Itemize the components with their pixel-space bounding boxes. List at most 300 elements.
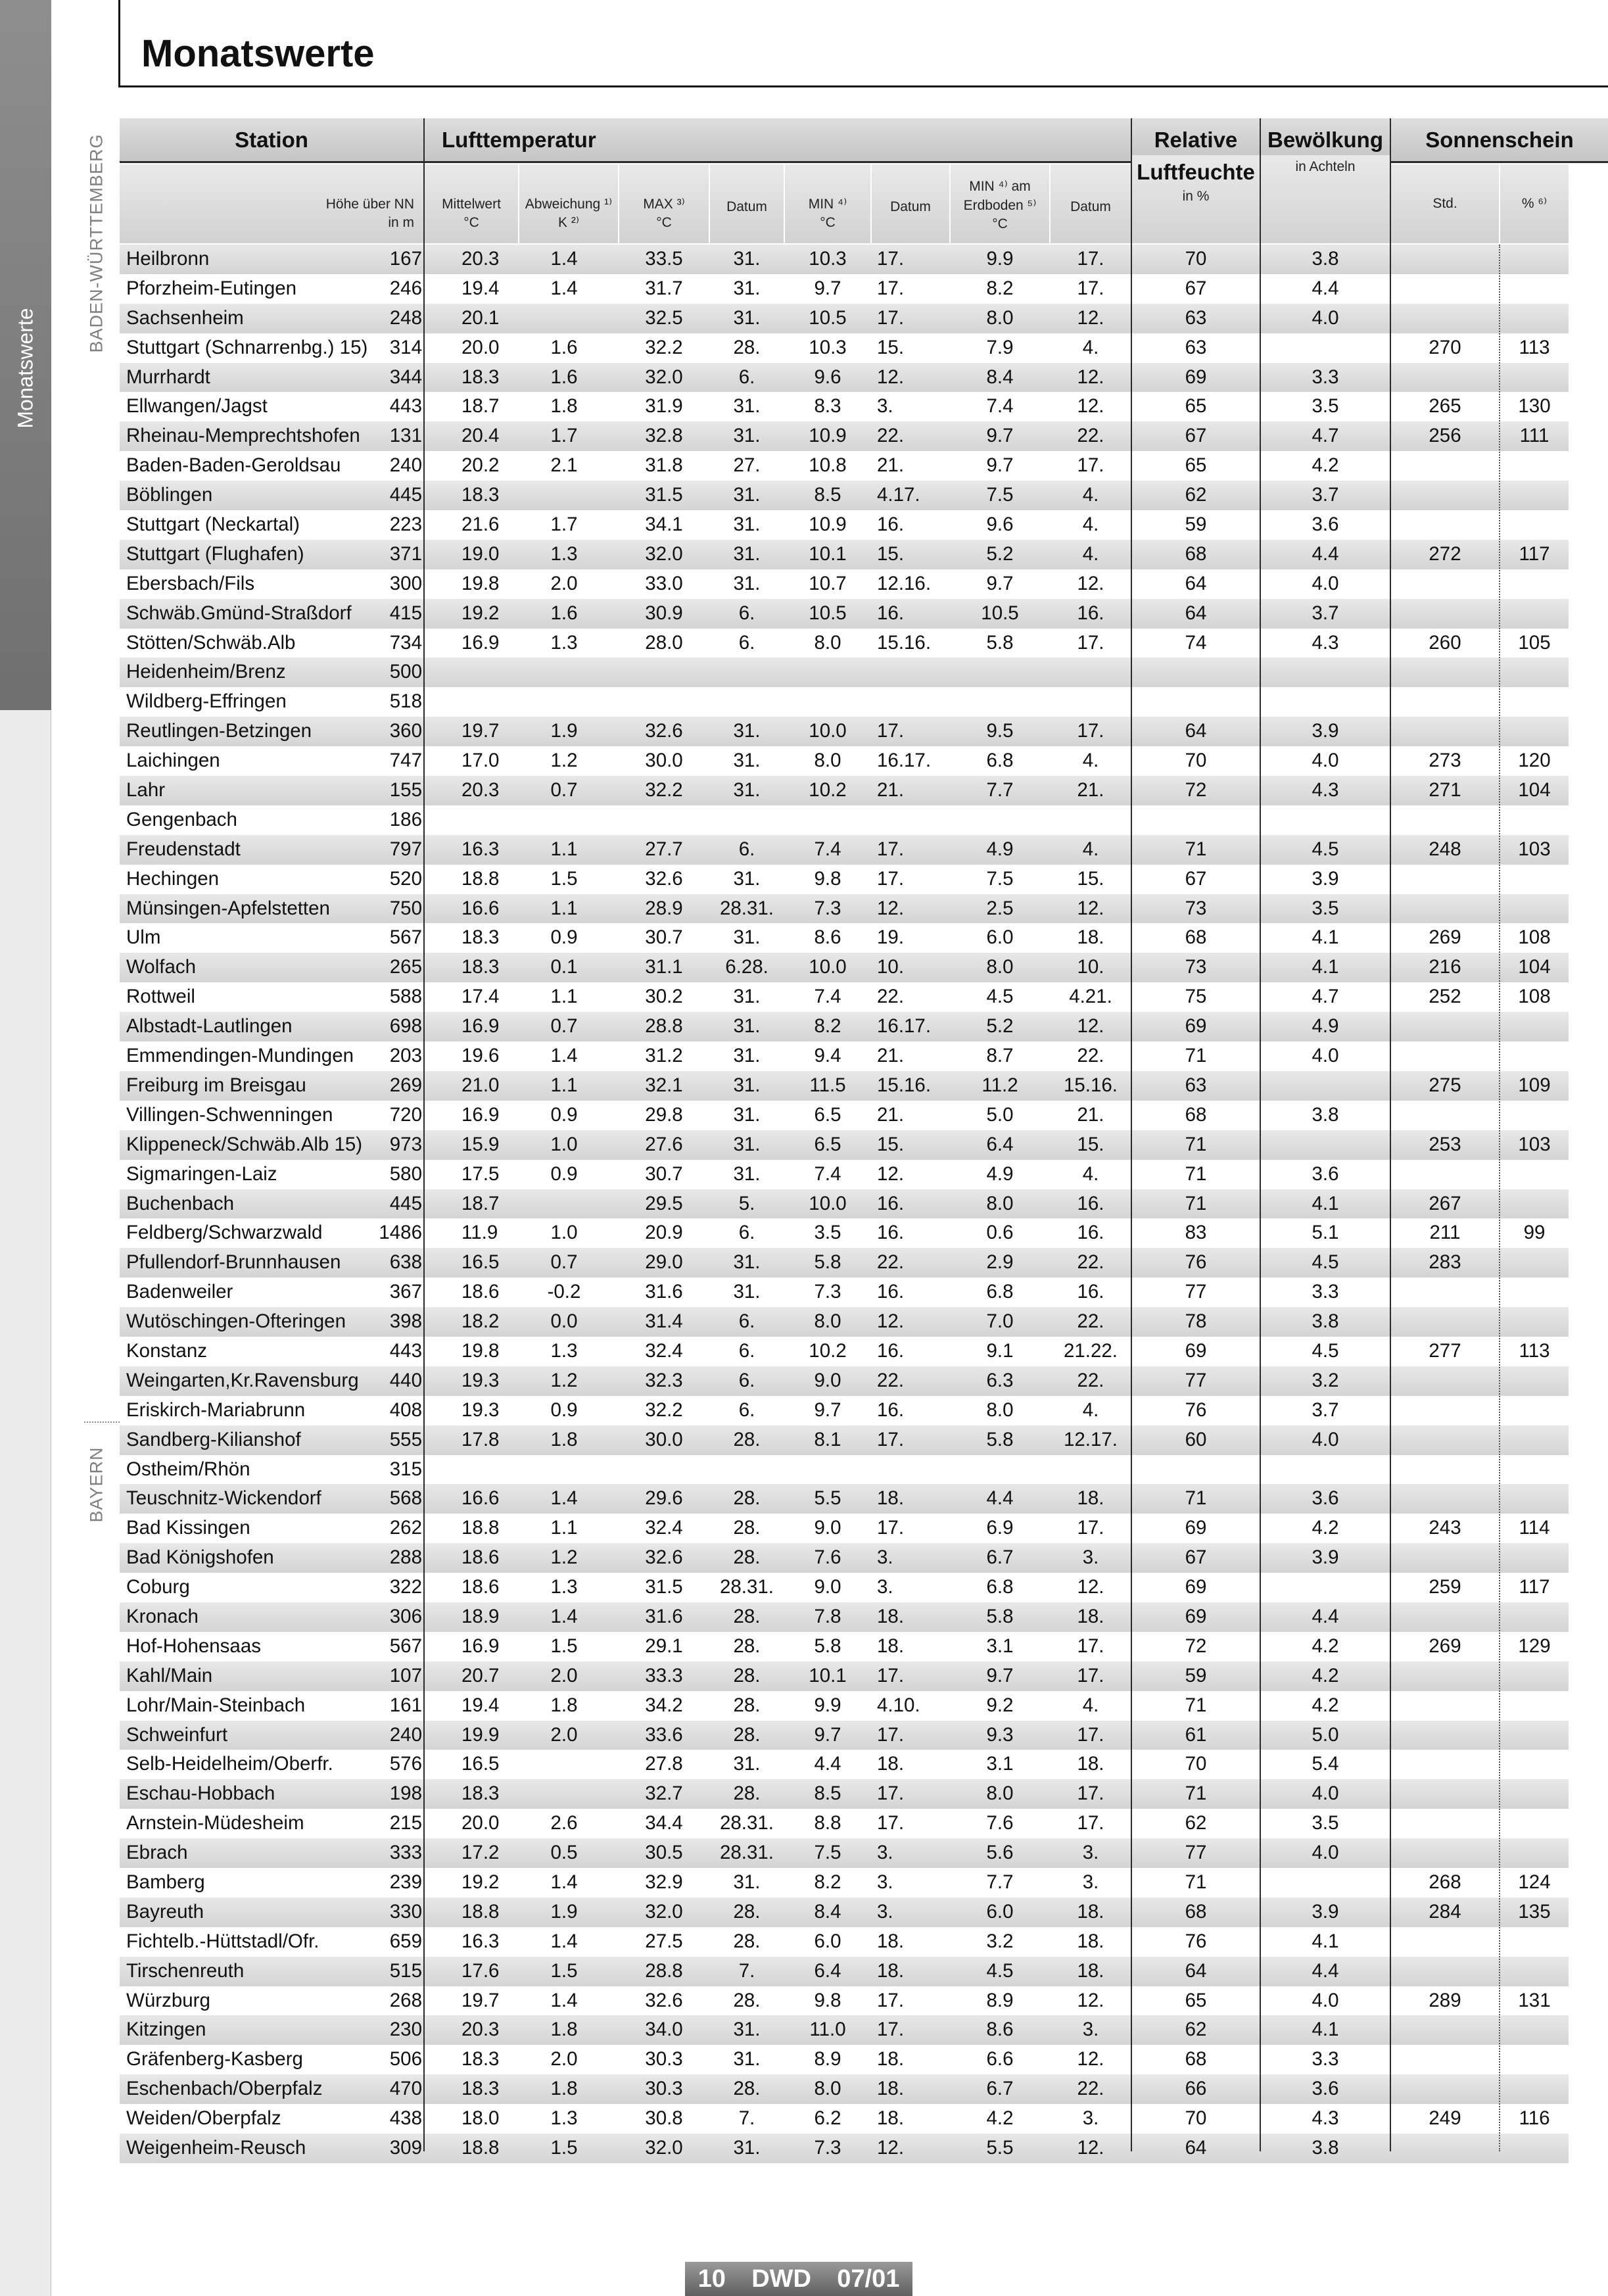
cell-max: 32.3 [645, 1369, 683, 1391]
cell-sonne-pct [1500, 1927, 1569, 1957]
cell-sonne-std [1391, 274, 1499, 304]
cell-erd-min: 6.8 [986, 1576, 1014, 1598]
cell-hoehe: 555 [389, 1428, 422, 1450]
cell-erd-datum: 18. [1077, 1487, 1104, 1510]
cell-min: 9.9 [814, 1694, 841, 1716]
cell-bewoelkung: 3.9 [1312, 867, 1339, 890]
cell-max-datum: 31. [733, 2137, 761, 2159]
cell-sonne-pct: 108 [1518, 926, 1551, 949]
cell-min-datum [872, 805, 949, 835]
cell-bewoelkung [1261, 1573, 1390, 1602]
region-by-text: BAYERN [86, 1447, 106, 1523]
cell-sonne-pct [1500, 894, 1569, 924]
cell-erd-datum: 16. [1077, 1192, 1104, 1214]
cell-rel-feuchte: 64 [1185, 602, 1207, 624]
table-row [120, 1484, 1569, 1514]
cell-mittel: 18.6 [461, 1281, 500, 1303]
cell-hoehe: 568 [389, 1487, 422, 1510]
cell-sonne-pct [1500, 481, 1569, 510]
cell-erd-datum: 3. [1082, 2019, 1099, 2041]
cell-min-datum: 3. [877, 1842, 893, 1864]
cell-sonne-std [1391, 1455, 1499, 1485]
cell-min-datum: 17. [877, 867, 905, 890]
cell-max-datum: 31. [733, 1251, 761, 1274]
cell-sonne-std: 259 [1429, 1576, 1461, 1598]
cell-mittel: 16.5 [461, 1753, 500, 1775]
cell-sonne-std: 260 [1429, 631, 1461, 654]
cell-mittel: 11.9 [461, 1222, 498, 1244]
cell-hoehe: 747 [389, 750, 422, 772]
cell-max-datum: 28. [733, 1428, 761, 1450]
cell-hoehe: 240 [389, 454, 422, 477]
cell-min: 10.5 [809, 306, 847, 329]
cell-erd-datum: 18. [1077, 1753, 1104, 1775]
header-min-erdboden-label: MIN ⁴⁾ am [969, 179, 1031, 195]
cell-abw: 1.1 [550, 1517, 578, 1539]
table-row [120, 923, 1569, 953]
cell-erd-min: 9.3 [986, 1723, 1014, 1746]
cell-max: 29.8 [645, 1103, 683, 1126]
cell-sonne-pct [1500, 1721, 1569, 1750]
cell-max-datum: 28. [733, 1487, 761, 1510]
cell-hoehe: 186 [389, 808, 422, 830]
cell-erd-datum: 15. [1077, 867, 1104, 890]
cell-sonne-pct: 116 [1519, 2107, 1550, 2130]
cell-rel-feuchte: 59 [1185, 514, 1207, 536]
cell-erd-min: 7.5 [986, 484, 1014, 506]
cell-max-datum: 31. [733, 248, 761, 270]
cell-sonne-pct [1500, 1455, 1569, 1485]
cell-station: Lohr/Main-Steinbach [126, 1694, 306, 1716]
cell-bewoelkung: 4.3 [1312, 631, 1339, 654]
cell-erd-min: 6.9 [986, 1517, 1014, 1539]
cell-erd-datum: 12. [1077, 1989, 1104, 2011]
header-sonnenschein: Sonnenschein [1391, 118, 1608, 163]
cell-sonne-pct [1500, 451, 1569, 481]
cell-sonne-std [1391, 451, 1499, 481]
cell-min-datum: 17. [877, 1812, 905, 1834]
cell-bewoelkung [1261, 1868, 1390, 1898]
cell-sonne-std [1391, 1779, 1499, 1809]
cell-bewoelkung: 4.7 [1312, 986, 1339, 1008]
cell-max [619, 658, 709, 687]
cell-erd-min: 8.0 [986, 1399, 1014, 1421]
cell-sonne-std [1391, 1484, 1499, 1514]
cell-mittel: 19.6 [461, 1045, 500, 1067]
cell-rel-feuchte: 77 [1185, 1281, 1207, 1303]
table-row [120, 1130, 1569, 1160]
cell-erd-datum: 17. [1077, 1723, 1104, 1746]
cell-min: 11.5 [809, 1074, 846, 1096]
page-footer [685, 2262, 912, 2296]
table-row [120, 835, 1569, 865]
cell-erd-datum: 3. [1082, 1546, 1099, 1569]
cell-bewoelkung: 3.6 [1312, 1487, 1339, 1510]
table-row [120, 1396, 1569, 1425]
cell-max: 31.6 [645, 1605, 683, 1627]
cell-sonne-std [1391, 245, 1499, 274]
cell-abw: 1.3 [550, 2107, 578, 2130]
cell-erd-datum [1051, 805, 1131, 835]
cell-sonne-std [1391, 363, 1499, 393]
cell-min [785, 658, 870, 687]
cell-abw: 1.8 [550, 1428, 578, 1450]
cell-max: 34.1 [645, 514, 683, 536]
cell-mittel: 18.3 [461, 956, 500, 978]
cell-sonne-std: 253 [1429, 1133, 1461, 1155]
cell-station: Ebersbach/Fils [126, 572, 255, 594]
cell-rel-feuchte: 72 [1185, 1635, 1207, 1657]
cell-min: 5.8 [814, 1251, 841, 1274]
cell-station: Fichtelb.-Hüttstadl/Ofr. [126, 1930, 319, 1952]
cell-abw: 1.4 [550, 1045, 578, 1067]
cell-hoehe: 973 [389, 1133, 422, 1155]
cell-bewoelkung: 4.2 [1312, 1517, 1339, 1539]
cell-abw: 1.1 [550, 1074, 578, 1096]
cell-station: Stuttgart (Flughafen) [126, 542, 304, 565]
cell-erd-datum: 18. [1077, 1605, 1104, 1627]
cell-max-datum: 31. [733, 986, 761, 1008]
cell-hoehe: 367 [389, 1281, 422, 1303]
table-row [120, 421, 1569, 451]
cell-erd-min: 3.1 [986, 1753, 1014, 1775]
cell-min-datum: 21. [877, 779, 905, 801]
header-bewoelkung: Bewölkung [1261, 118, 1390, 163]
header-pct [1500, 164, 1569, 243]
cell-min: 6.5 [814, 1133, 841, 1155]
cell-max: 32.0 [645, 366, 683, 388]
cell-hoehe: 161 [389, 1694, 422, 1716]
cell-max: 31.5 [645, 1576, 683, 1598]
header-mittelwert-label: Mittelwert [442, 196, 501, 212]
cell-sonne-std [1391, 481, 1499, 510]
cell-min: 7.4 [814, 1162, 841, 1185]
cell-max-datum: 31. [733, 926, 761, 949]
cell-rel-feuchte: 73 [1185, 956, 1207, 978]
header-max-unit: °C [656, 215, 672, 230]
cell-min-datum: 16. [877, 1192, 905, 1214]
header-abweichung-unit: K ²⁾ [558, 215, 579, 230]
cell-station: Albstadt-Lautlingen [126, 1015, 293, 1038]
cell-min-datum: 3. [877, 1900, 893, 1923]
table-row [120, 392, 1569, 421]
cell-max-datum: 28.31. [719, 1576, 774, 1598]
cell-sonne-pct [1500, 865, 1569, 894]
cell-max: 29.5 [645, 1192, 683, 1214]
cell-sonne-pct: 108 [1518, 986, 1551, 1008]
cell-mittel: 20.7 [461, 1664, 500, 1686]
col-line-cloud [1390, 118, 1391, 2151]
cell-bewoelkung [1261, 687, 1390, 717]
cell-sonne-pct: 124 [1518, 1871, 1551, 1893]
cell-rel-feuchte: 69 [1185, 1517, 1207, 1539]
cell-hoehe: 322 [389, 1576, 422, 1598]
cell-max-datum: 6. [738, 1339, 755, 1362]
cell-sonne-pct [1500, 717, 1569, 746]
cell-sonne-std [1391, 1927, 1499, 1957]
cell-erd-min: 5.0 [986, 1103, 1014, 1126]
cell-sonne-pct [1500, 687, 1569, 717]
cell-hoehe: 203 [389, 1045, 422, 1067]
cell-station: Bayreuth [126, 1900, 204, 1923]
cell-bewoelkung: 4.2 [1312, 454, 1339, 477]
cell-min: 7.6 [814, 1546, 841, 1569]
cell-erd-min: 6.0 [986, 926, 1014, 949]
cell-max: 31.9 [645, 395, 683, 418]
cell-abw: 1.1 [550, 897, 578, 919]
cell-hoehe: 215 [389, 1812, 422, 1834]
cell-mittel: 19.4 [461, 277, 500, 299]
title-rule-vertical [118, 0, 120, 85]
cell-min: 9.6 [814, 366, 841, 388]
cell-max: 32.4 [645, 1517, 683, 1539]
cell-min-datum: 17. [877, 1517, 905, 1539]
cell-min-datum: 4.10. [877, 1694, 920, 1716]
cell-erd-datum: 16. [1077, 1222, 1104, 1244]
cell-bewoelkung: 3.6 [1312, 1162, 1339, 1185]
cell-min: 9.8 [814, 867, 841, 890]
cell-min [785, 687, 870, 717]
cell-abw: 1.3 [550, 1576, 578, 1598]
cell-max-datum: 31. [733, 542, 761, 565]
cell-hoehe: 734 [389, 631, 422, 654]
table-row [120, 1838, 1569, 1868]
cell-erd-min: 7.9 [986, 336, 1014, 358]
cell-bewoelkung: 3.8 [1312, 2137, 1339, 2159]
cell-mittel: 19.8 [461, 572, 500, 594]
table-row [120, 1041, 1569, 1071]
cell-bewoelkung: 4.0 [1312, 1989, 1339, 2011]
cell-sonne-pct [1500, 1838, 1569, 1868]
cell-abw: 1.0 [550, 1222, 578, 1244]
cell-erd-min: 4.5 [986, 986, 1014, 1008]
cell-sonne-std [1391, 1101, 1499, 1130]
cell-hoehe: 440 [389, 1369, 422, 1391]
cell-erd-min: 9.9 [986, 248, 1014, 270]
cell-min-datum: 15.16. [877, 1074, 932, 1096]
cell-max-datum: 6. [738, 366, 755, 388]
cell-erd-min: 3.2 [986, 1930, 1014, 1952]
table-row [120, 304, 1569, 333]
cell-hoehe: 155 [389, 779, 422, 801]
cell-abw: 0.7 [550, 1015, 578, 1038]
cell-sonne-pct [1500, 1957, 1569, 1986]
cell-max: 31.5 [645, 484, 683, 506]
cell-bewoelkung: 3.9 [1312, 720, 1339, 742]
cell-max-datum: 28. [733, 1605, 761, 1627]
cell-max-datum: 31. [733, 2019, 761, 2041]
cell-bewoelkung: 4.4 [1312, 277, 1339, 299]
cell-sonne-std [1391, 1543, 1499, 1573]
cell-rel-feuchte: 62 [1185, 2019, 1207, 2041]
cell-erd-datum: 10. [1077, 956, 1104, 978]
table-row [120, 599, 1569, 629]
cell-bewoelkung: 4.1 [1312, 926, 1339, 949]
cell-min: 9.7 [814, 1723, 841, 1746]
cell-erd-datum: 4. [1082, 514, 1099, 536]
cell-max-datum: 31. [733, 1133, 761, 1155]
cell-max: 32.8 [645, 425, 683, 447]
cell-erd-datum: 12. [1077, 572, 1104, 594]
cell-station: Teuschnitz-Wickendorf [126, 1487, 321, 1510]
cell-min [785, 1455, 870, 1485]
cell-station: Kitzingen [126, 2019, 206, 2041]
cell-rel-feuchte: 71 [1185, 838, 1207, 860]
cell-erd-datum: 17. [1077, 248, 1104, 270]
region-separator [84, 1422, 120, 1423]
table-row [120, 1455, 1569, 1485]
cell-rel-feuchte: 67 [1185, 1546, 1207, 1569]
cell-abw: 0.1 [550, 956, 578, 978]
cell-abw: 2.6 [550, 1812, 578, 1834]
cell-min-datum: 16. [877, 602, 905, 624]
cell-max: 31.8 [645, 454, 683, 477]
cell-bewoelkung: 4.5 [1312, 838, 1339, 860]
cell-max: 32.6 [645, 1546, 683, 1569]
cell-station: Kronach [126, 1605, 199, 1627]
table-row [120, 1662, 1569, 1691]
cell-erd-datum: 12. [1077, 1576, 1104, 1598]
cell-max: 31.4 [645, 1310, 683, 1333]
cell-rel-feuchte: 64 [1185, 2137, 1207, 2159]
cell-min-datum: 12. [877, 2137, 905, 2159]
cell-erd-min: 7.4 [986, 395, 1014, 418]
cell-mittel: 18.6 [461, 1546, 500, 1569]
cell-station: Pfullendorf-Brunnhausen [126, 1251, 341, 1274]
cell-sonne-pct [1500, 2134, 1569, 2163]
table-row [120, 2134, 1569, 2163]
cell-station: Rheinau-Memprechtshofen [126, 425, 360, 447]
cell-sonne-pct [1500, 1160, 1569, 1189]
cell-sonne-pct: 113 [1519, 1339, 1550, 1362]
cell-hoehe: 246 [389, 277, 422, 299]
cell-sonne-std [1391, 1012, 1499, 1041]
cell-min-datum: 17. [877, 720, 905, 742]
cell-sonne-std: 273 [1429, 750, 1461, 772]
cell-erd-min: 5.8 [986, 631, 1014, 654]
cell-min: 7.3 [814, 897, 841, 919]
cell-max: 29.0 [645, 1251, 683, 1274]
cell-sonne-std [1391, 2074, 1499, 2104]
cell-abw: 1.2 [550, 1369, 578, 1391]
cell-mittel: 17.4 [461, 986, 500, 1008]
cell-hoehe: 288 [389, 1546, 422, 1569]
cell-abw: 1.6 [550, 602, 578, 624]
cell-min: 9.0 [814, 1517, 841, 1539]
cell-mittel: 15.9 [461, 1133, 500, 1155]
cell-erd-datum: 12. [1077, 306, 1104, 329]
cell-max-datum: 31. [733, 1015, 761, 1038]
cell-bewoelkung: 3.7 [1312, 602, 1339, 624]
cell-sonne-std [1391, 304, 1499, 333]
cell-abw: 1.2 [550, 750, 578, 772]
cell-max: 30.7 [645, 926, 683, 949]
cell-sonne-std: 270 [1429, 336, 1461, 358]
cell-erd-min: 4.9 [986, 1162, 1014, 1185]
cell-min-datum: 3. [877, 1546, 893, 1569]
cell-abw: 1.3 [550, 631, 578, 654]
table-row [120, 776, 1569, 805]
cell-min-datum: 16. [877, 1339, 905, 1362]
cell-hoehe: 445 [389, 1192, 422, 1214]
cell-abw: 1.4 [550, 1605, 578, 1627]
cell-sonne-std [1391, 894, 1499, 924]
cell-mittel: 18.7 [461, 395, 500, 418]
cell-station: Bad Königshofen [126, 1546, 274, 1569]
cell-hoehe: 223 [389, 514, 422, 536]
cell-hoehe: 588 [389, 986, 422, 1008]
cell-hoehe: 262 [389, 1517, 422, 1539]
cell-bewoelkung: 4.5 [1312, 1251, 1339, 1274]
cell-erd-datum: 12. [1077, 395, 1104, 418]
cell-station: Böblingen [126, 484, 213, 506]
cell-erd-datum: 16. [1077, 602, 1104, 624]
cell-min: 8.9 [814, 2048, 841, 2070]
cell-abw [518, 658, 610, 687]
cell-rel-feuchte: 65 [1185, 1989, 1207, 2011]
cell-bewoelkung: 4.4 [1312, 1605, 1339, 1627]
cell-max-datum: 7. [738, 1959, 755, 1982]
cell-sonne-std [1391, 1307, 1499, 1337]
cell-station: Sigmaringen-Laiz [126, 1162, 277, 1185]
cell-rel-feuchte: 74 [1185, 631, 1207, 654]
cell-max-datum: 31. [733, 1753, 761, 1775]
cell-min-datum: 19. [877, 926, 905, 949]
cell-erd-min: 5.2 [986, 1015, 1014, 1038]
cell-station: Bamberg [126, 1871, 205, 1893]
cell-abw [518, 304, 610, 333]
cell-erd-min: 7.5 [986, 867, 1014, 890]
table-row [120, 540, 1569, 569]
cell-station: Buchenbach [126, 1192, 235, 1214]
cell-sonne-std: 289 [1429, 1989, 1461, 2011]
cell-min: 10.8 [809, 454, 847, 477]
header-std [1391, 164, 1499, 243]
cell-abw: 1.4 [550, 1487, 578, 1510]
cell-erd-min: 0.6 [986, 1222, 1014, 1244]
cell-min: 9.7 [814, 277, 841, 299]
cell-min: 10.5 [809, 602, 847, 624]
header-bewoelkung-unit [1261, 155, 1390, 243]
cell-min: 9.4 [814, 1045, 841, 1067]
cell-hoehe: 567 [389, 1635, 422, 1657]
cell-bewoelkung: 5.0 [1312, 1723, 1339, 1746]
cell-min: 9.7 [814, 1399, 841, 1421]
cell-station: Reutlingen-Betzingen [126, 720, 312, 742]
table-row [120, 1750, 1569, 1779]
table-row [120, 245, 1569, 274]
cell-abw: 1.6 [550, 336, 578, 358]
cell-erd-min: 6.8 [986, 1281, 1014, 1303]
cell-erd-min: 2.9 [986, 1251, 1014, 1274]
cell-erd-datum [1051, 687, 1131, 717]
cell-mittel: 20.4 [461, 425, 500, 447]
header-min [785, 164, 870, 243]
cell-abw [518, 687, 610, 717]
cell-sonne-std: 268 [1429, 1871, 1461, 1893]
cell-hoehe: 408 [389, 1399, 422, 1421]
header-min-erdboden-label-2: Erdboden ⁵⁾ [963, 197, 1037, 213]
cell-erd-min: 6.0 [986, 1900, 1014, 1923]
table-row [120, 274, 1569, 304]
cell-min: 10.7 [809, 572, 847, 594]
cell-station: Gengenbach [126, 808, 237, 830]
cell-erd-min: 9.2 [986, 1694, 1014, 1716]
header-luftfeuchte-label: Luftfeuchte [1137, 160, 1255, 184]
cell-hoehe: 309 [389, 2137, 422, 2159]
cell-erd-datum: 12. [1077, 2137, 1104, 2159]
cell-abw: 0.0 [550, 1310, 578, 1333]
